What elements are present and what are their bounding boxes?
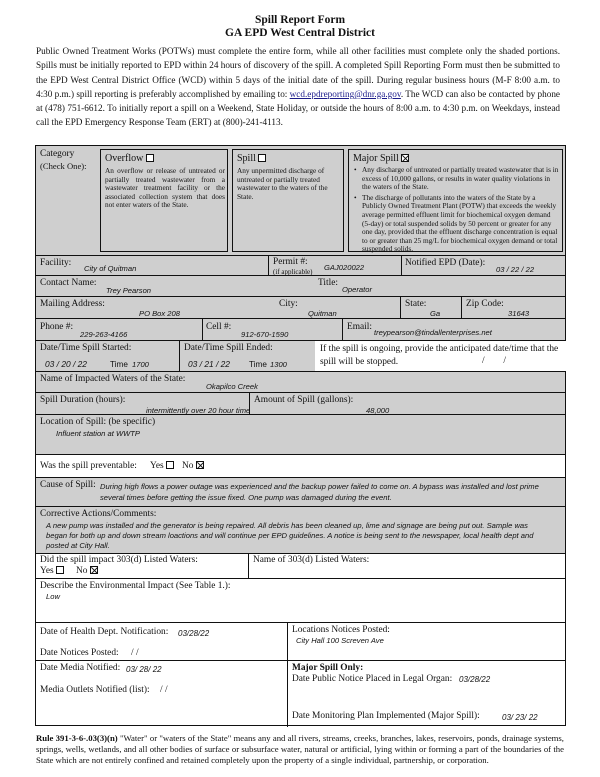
divider <box>461 297 462 318</box>
preventable-row <box>36 455 565 478</box>
major-spill-option[interactable] <box>353 153 409 164</box>
spill-box <box>232 149 344 252</box>
zip-label: Zip Code: <box>466 299 504 309</box>
ongoing-date[interactable]: / / <box>482 356 506 366</box>
corrective-line-1[interactable]: A new pump was installed and the generator is being repaired. All debris has been cleaned up, lime and signage are being put out. Sample was <box>46 521 528 530</box>
spill-description: Any unpermitted discharge of untreated or partially treated wastewater to the waters of the State. <box>237 166 328 201</box>
duration-value[interactable]: intermittently over 20 hour time <box>146 406 251 415</box>
phone-row <box>36 319 565 341</box>
datetime-row <box>36 341 565 372</box>
permit-value[interactable]: GAJ020022 <box>324 263 365 272</box>
major-spill-checkbox[interactable] <box>401 154 409 162</box>
report-email-link[interactable]: wcd.epdreporting@dnr.ga.gov <box>289 88 401 99</box>
spill-checkbox[interactable] <box>258 154 266 162</box>
notices-posted-value[interactable]: / / <box>131 648 139 658</box>
mailing-row <box>36 297 565 319</box>
preventable-label: Was the spill preventable: <box>40 461 137 471</box>
overflow-label: Overflow <box>105 153 144 164</box>
ended-time[interactable]: 1300 <box>270 360 287 369</box>
health-value[interactable]: 03/28/22 <box>178 629 210 638</box>
contact-value[interactable]: Trey Pearson <box>106 286 152 295</box>
overflow-box <box>100 149 228 252</box>
spill-option[interactable] <box>237 153 266 164</box>
facility-label: Facility: <box>40 258 72 268</box>
cause-line-1[interactable]: During high flows a power outage was experienced and the backup power failed to come on. A bypass was installed and lost prime <box>100 482 539 491</box>
cause-line-2[interactable]: several times before getting the issue fixed. One pump was damaged during the event. <box>100 493 392 502</box>
intro-text-b: . The WCD can also be contacted by phone at (478) 751-6612. To initially report a spill on a Weekend, State Holiday, or outside the hours of 8:00 a.m. to 4:30 p.m. on Weekdays, instead call the EPD Emergency Response Team (ERT) at (800)-241-4113. <box>36 88 561 128</box>
amount-label: Amount of Spill (gallons): <box>254 395 354 405</box>
location-value[interactable]: Influent station at WWTP <box>56 429 140 438</box>
state-label: State: <box>405 299 427 309</box>
intro-paragraph <box>36 44 560 130</box>
env-impact-row <box>36 579 565 623</box>
media-value[interactable]: 03/ 28/ 22 <box>126 665 162 674</box>
major-spill-label: Major Spill <box>353 153 399 164</box>
ended-year: 22 <box>220 359 230 369</box>
overflow-checkbox[interactable] <box>146 154 154 162</box>
divider <box>249 393 250 414</box>
ended-date[interactable]: 03 / 21 / 22 <box>188 359 230 369</box>
divider <box>287 661 288 727</box>
form-title: Spill Report Form <box>254 14 346 26</box>
city-label: City: <box>279 299 298 309</box>
impact-303d-label: Did the spill impact 303(d) Listed Waters: <box>40 555 198 565</box>
divider <box>342 319 343 340</box>
ended-month: 03 <box>188 359 198 369</box>
location-label: Location of Spill: (be specific) <box>40 417 156 427</box>
notified-label: Notified EPD (Date): <box>405 258 486 268</box>
duration-row <box>36 393 565 415</box>
preventable-no[interactable] <box>182 461 204 472</box>
corrective-label: Corrective Actions/Comments: <box>40 509 157 519</box>
overflow-option[interactable] <box>105 153 154 164</box>
location-row <box>36 415 565 455</box>
overflow-description: An overflow or release of untreated or partially treated wastewater from a wastewater treatment facility or the associated collection system that does not enter waters of the State. <box>105 166 225 210</box>
started-time-label: Time <box>110 360 128 369</box>
mailing-value[interactable]: PO Box 208 <box>139 309 180 318</box>
monitoring-label: Date Monitoring Plan Implemented (Major Spill): <box>292 711 480 721</box>
rule-text: "Water" or "waters of the State" means any and all rivers, streams, creeks, branches, lakes, reservoirs, ponds, drainage systems, springs, wells, wetlands, and all other bodies of surface or subsurface water, natural or artificial, lying within or forming a part of the boundaries of the State which are not entirely confined and retained completely upon the property of a single individual, partnership, or corporation. <box>36 733 564 766</box>
impact-303d-row <box>36 554 565 579</box>
impact-303d-no[interactable] <box>76 566 98 577</box>
outlets-label: Media Outlets Notified (list): <box>40 685 150 695</box>
corrective-line-2[interactable]: began for both up and down stream loactions and will continue per EPD guidelines. A notice is being sent to the newspaper, local health dept and <box>46 531 534 540</box>
rule-paragraph <box>36 733 564 767</box>
title-label: Title: <box>318 278 338 288</box>
category-label: Category <box>40 149 75 159</box>
started-month: 03 <box>45 359 55 369</box>
started-day: 20 <box>61 359 71 369</box>
city-value[interactable]: Quitman <box>308 309 337 318</box>
cell-label: Cell #: <box>206 322 232 332</box>
major-spill-box <box>348 149 563 252</box>
cell-value[interactable]: 912-670-1590 <box>241 330 289 339</box>
impact-303d-no-label: No <box>76 566 88 576</box>
started-year: 22 <box>77 359 87 369</box>
notified-month: 03 <box>496 265 505 274</box>
started-time[interactable]: 1700 <box>132 360 149 369</box>
ended-day: 21 <box>204 359 214 369</box>
started-label: Date/Time Spill Started: <box>40 343 132 353</box>
impact-303d-yes[interactable] <box>40 566 64 577</box>
email-value[interactable]: treypearson@tindallenterprises.net <box>374 328 492 337</box>
health-notices-row <box>36 623 565 661</box>
intro-text-a: Public Owned Treatment Works (POTWs) must complete the entire form, while all other facilities must complete only the shaded portions. Spills must be initially reported to EPD within 24 hours of discovery of the spill. A completed Spill Reporting Form must then be submitted to the EPD West Central District Office (WCD) within 5 days of the initial date of the spill. During regular business hours (M-F 8:00 a.m. to 4:30 p.m.) spill reporting is preferably accomplished by emailing to: <box>36 46 560 99</box>
email-label: Email: <box>347 322 372 332</box>
started-date[interactable]: 03 / 20 / 22 <box>45 359 87 369</box>
category-row <box>36 146 565 256</box>
ended-label: Date/Time Spill Ended: <box>184 343 273 353</box>
preventable-yes[interactable] <box>150 461 174 472</box>
waters-row <box>36 372 565 393</box>
phone-value[interactable]: 229-263-4166 <box>80 330 128 339</box>
major-spill-bullets <box>353 166 560 254</box>
impact-303d-yes-label: Yes <box>40 566 54 576</box>
facility-value[interactable]: City of Quitman <box>84 264 137 273</box>
corrective-line-3[interactable]: posted at City Hall. <box>46 541 110 550</box>
major-spill-bullet-2: • The discharge of pollutants into the waters of the State by a Publicly Owned Treatment Plant (POTW) that exceeds the weekly average permitted effluent limit for biochemical oxygen demand (5-day) or total suspended solids by 50 percent or greater for any one day, provided that the effluent discharge concentration is equal to or greater than 25 mg/L for biochemical oxygen demand or total suspended solids. <box>353 194 560 254</box>
public-notice-value[interactable]: 03/28/22 <box>459 675 491 684</box>
contact-row <box>36 276 565 297</box>
notified-date[interactable]: 03 / 22 / 22 <box>496 265 535 274</box>
locations-value[interactable]: City Hall 100 Screven Ave <box>296 636 384 645</box>
preventable-yes-checkbox[interactable] <box>166 461 174 469</box>
public-notice-label: Date Public Notice Placed in Legal Organ: <box>292 674 453 684</box>
notified-day: 22 <box>510 265 520 274</box>
monitoring-value[interactable]: 03/ 23/ 22 <box>502 713 538 722</box>
major-only-label: Major Spill Only: <box>292 663 364 673</box>
mailing-label: Mailing Address: <box>40 299 105 309</box>
outlets-value[interactable]: / / <box>160 685 168 695</box>
impact-303d-yes-checkbox[interactable] <box>56 566 64 574</box>
ongoing-text: If the spill is ongoing, provide the anticipated date/time that the spill will be stopped. <box>320 344 559 367</box>
form-subtitle: GA EPD West Central District <box>225 27 375 39</box>
divider <box>287 623 288 660</box>
divider <box>179 341 180 371</box>
notices-posted-label: Date Notices Posted: <box>40 648 119 658</box>
env-impact-value[interactable]: Low <box>46 592 60 601</box>
media-label: Date Media Notified: <box>40 663 121 673</box>
waters-label: Name of Impacted Waters of the State: <box>40 374 186 384</box>
facility-row <box>36 256 565 276</box>
spill-form <box>35 145 566 726</box>
preventable-no-label: No <box>182 461 194 471</box>
divider <box>401 256 402 275</box>
impact-303d-no-checkbox[interactable] <box>90 566 98 574</box>
state-value[interactable]: Ga <box>430 309 441 318</box>
contact-label: Contact Name: <box>40 278 97 288</box>
amount-value[interactable]: 48,000 <box>366 406 390 415</box>
duration-label: Spill Duration (hours): <box>40 395 126 405</box>
divider <box>268 256 269 275</box>
waters-value[interactable]: Okapilco Creek <box>206 382 258 391</box>
preventable-yes-label: Yes <box>150 461 164 471</box>
permit-label: Permit #: <box>273 257 308 267</box>
name-303d-label: Name of 303(d) Listed Waters: <box>253 555 370 565</box>
ended-time-label: Time <box>249 360 267 369</box>
media-major-row <box>36 661 565 727</box>
divider <box>400 297 401 318</box>
cause-row <box>36 478 565 507</box>
preventable-no-checkbox[interactable] <box>196 461 204 469</box>
zip-value[interactable]: 31643 <box>508 309 530 318</box>
category-check-one: (Check One): <box>40 161 87 171</box>
health-label: Date of Health Dept. Notification: <box>40 627 169 637</box>
notified-year: 22 <box>525 265 535 274</box>
divider <box>202 319 203 340</box>
title-value[interactable]: Operator <box>342 285 372 294</box>
corrective-row <box>36 507 565 554</box>
phone-label: Phone #: <box>40 322 74 332</box>
rule-citation: Rule 391-3-6-.03(3)(n) <box>36 733 118 743</box>
locations-label: Locations Notices Posted: <box>292 625 390 635</box>
permit-sub: (if applicable) <box>273 268 313 276</box>
spill-label: Spill <box>237 153 256 164</box>
cause-label: Cause of Spill: <box>40 480 96 490</box>
divider <box>248 554 249 578</box>
env-impact-label: Describe the Environmental Impact (See Table 1.): <box>40 581 231 591</box>
major-spill-bullet-1: • Any discharge of untreated or partially treated wastewater that is in excess of 10,000 gallons, or results in water quality violations in the waters of the State. <box>353 166 560 192</box>
